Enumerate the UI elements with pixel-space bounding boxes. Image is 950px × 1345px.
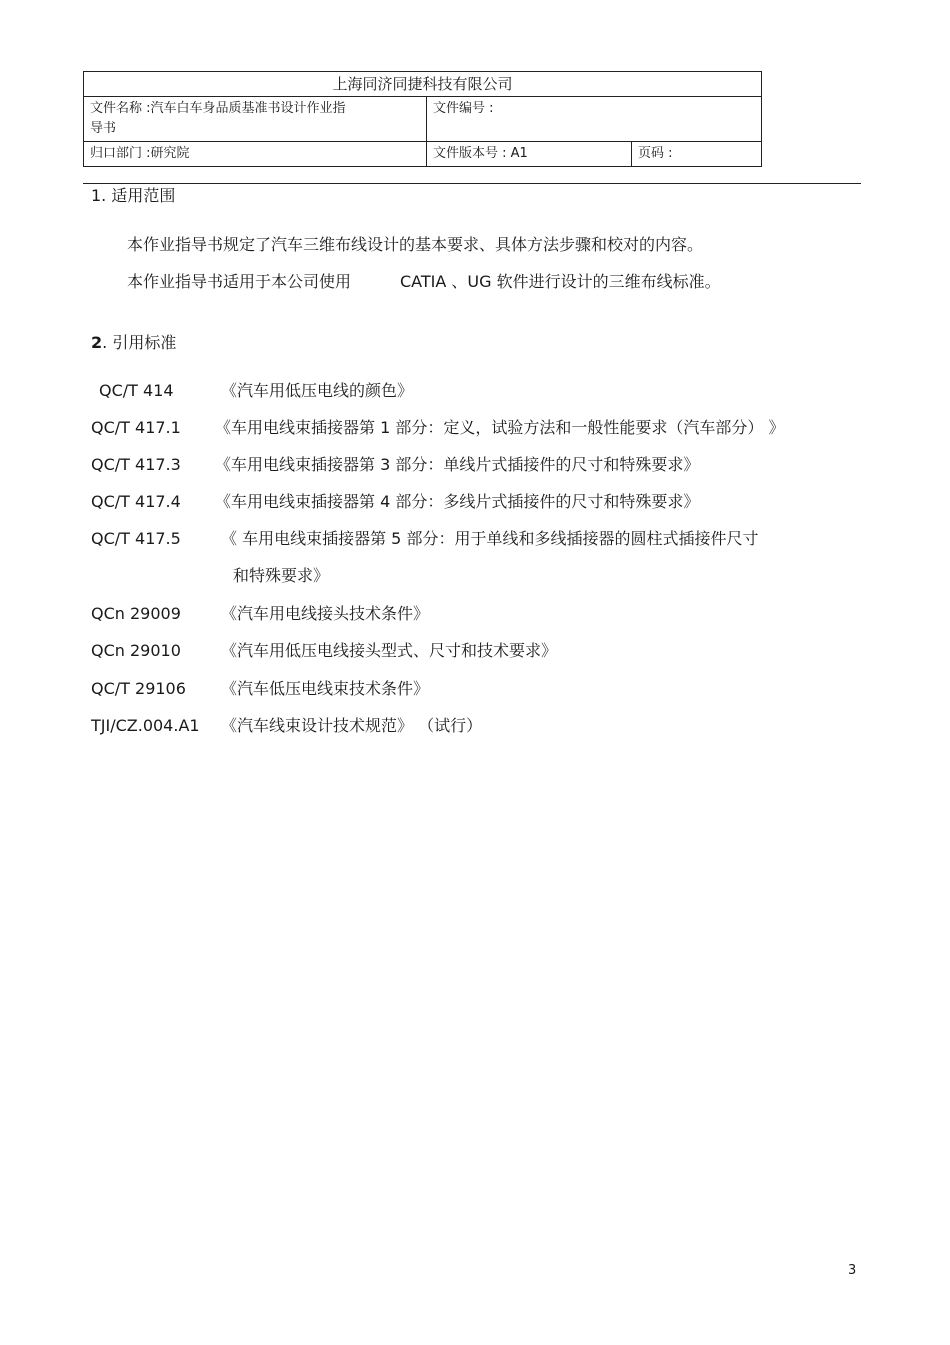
section2-title-text: . 引用标准 bbox=[102, 333, 177, 352]
ref-title-continued: 和特殊要求》 bbox=[233, 566, 330, 585]
ref-code: QC/T 417.4 bbox=[91, 492, 181, 511]
ref-title: 《汽车低压电线束技术条件》 bbox=[221, 679, 430, 698]
ref-title: 《汽车用低压电线接头型式、尺寸和技术要求》 bbox=[221, 641, 558, 660]
ref-code: QCn 29009 bbox=[91, 604, 181, 623]
ref-title: 《汽车线束设计技术规范》 （试行） bbox=[221, 716, 483, 735]
ref-title: 《 车用电线束插接器第 5 部分：用于单线和多线插接器的圆柱式插接件尺寸 bbox=[221, 529, 759, 548]
section1-paragraph-2a: 本作业指导书适用于本公司使用 bbox=[127, 272, 352, 291]
page-label: 页码 : bbox=[632, 142, 762, 167]
ref-code: QC/T 417.3 bbox=[91, 455, 181, 474]
ref-code: QC/T 29106 bbox=[91, 679, 186, 698]
ref-code: QC/T 417.1 bbox=[91, 418, 181, 437]
company-name: 上海同济同捷科技有限公司 bbox=[84, 72, 762, 97]
header-divider bbox=[83, 183, 861, 184]
section1-paragraph-2b: CATIA 、UG 软件进行设计的三维布线标准。 bbox=[400, 272, 721, 291]
ref-title: 《汽车用电线接头技术条件》 bbox=[221, 604, 430, 623]
department-label: 归口部门 :研究院 bbox=[84, 142, 427, 167]
document-header-table bbox=[83, 71, 762, 167]
doc-name-label: 文件名称 :汽车白车身品质基准书设计作业指 bbox=[90, 101, 346, 116]
section1-title: 1. 适用范围 bbox=[91, 186, 176, 205]
page-number: 3 bbox=[848, 1263, 857, 1278]
section2-title-number: 2 bbox=[91, 333, 103, 352]
ref-title: 《车用电线束插接器第 4 部分：多线片式插接件的尺寸和特殊要求》 bbox=[215, 492, 700, 511]
version-label: 文件版本号 : A1 bbox=[427, 142, 632, 167]
ref-title: 《车用电线束插接器第 3 部分：单线片式插接件的尺寸和特殊要求》 bbox=[215, 455, 700, 474]
ref-title: 《车用电线束插接器第 1 部分：定义，试验方法和一般性能要求（汽车部分） 》 bbox=[215, 418, 785, 437]
ref-title: 《汽车用低压电线的颜色》 bbox=[221, 381, 414, 400]
doc-name-cell bbox=[84, 97, 427, 142]
section2-title bbox=[91, 332, 176, 354]
ref-code: TJI/CZ.004.A1 bbox=[91, 716, 200, 735]
ref-code: QC/T 417.5 bbox=[91, 529, 181, 548]
ref-code: QCn 29010 bbox=[91, 641, 181, 660]
doc-name-continued: 导书 bbox=[90, 121, 117, 136]
ref-code: QC/T 414 bbox=[99, 381, 174, 400]
doc-number-label: 文件编号 : bbox=[427, 97, 762, 142]
section1-paragraph-1: 本作业指导书规定了汽车三维布线设计的基本要求、具体方法步骤和校对的内容。 bbox=[127, 235, 704, 254]
